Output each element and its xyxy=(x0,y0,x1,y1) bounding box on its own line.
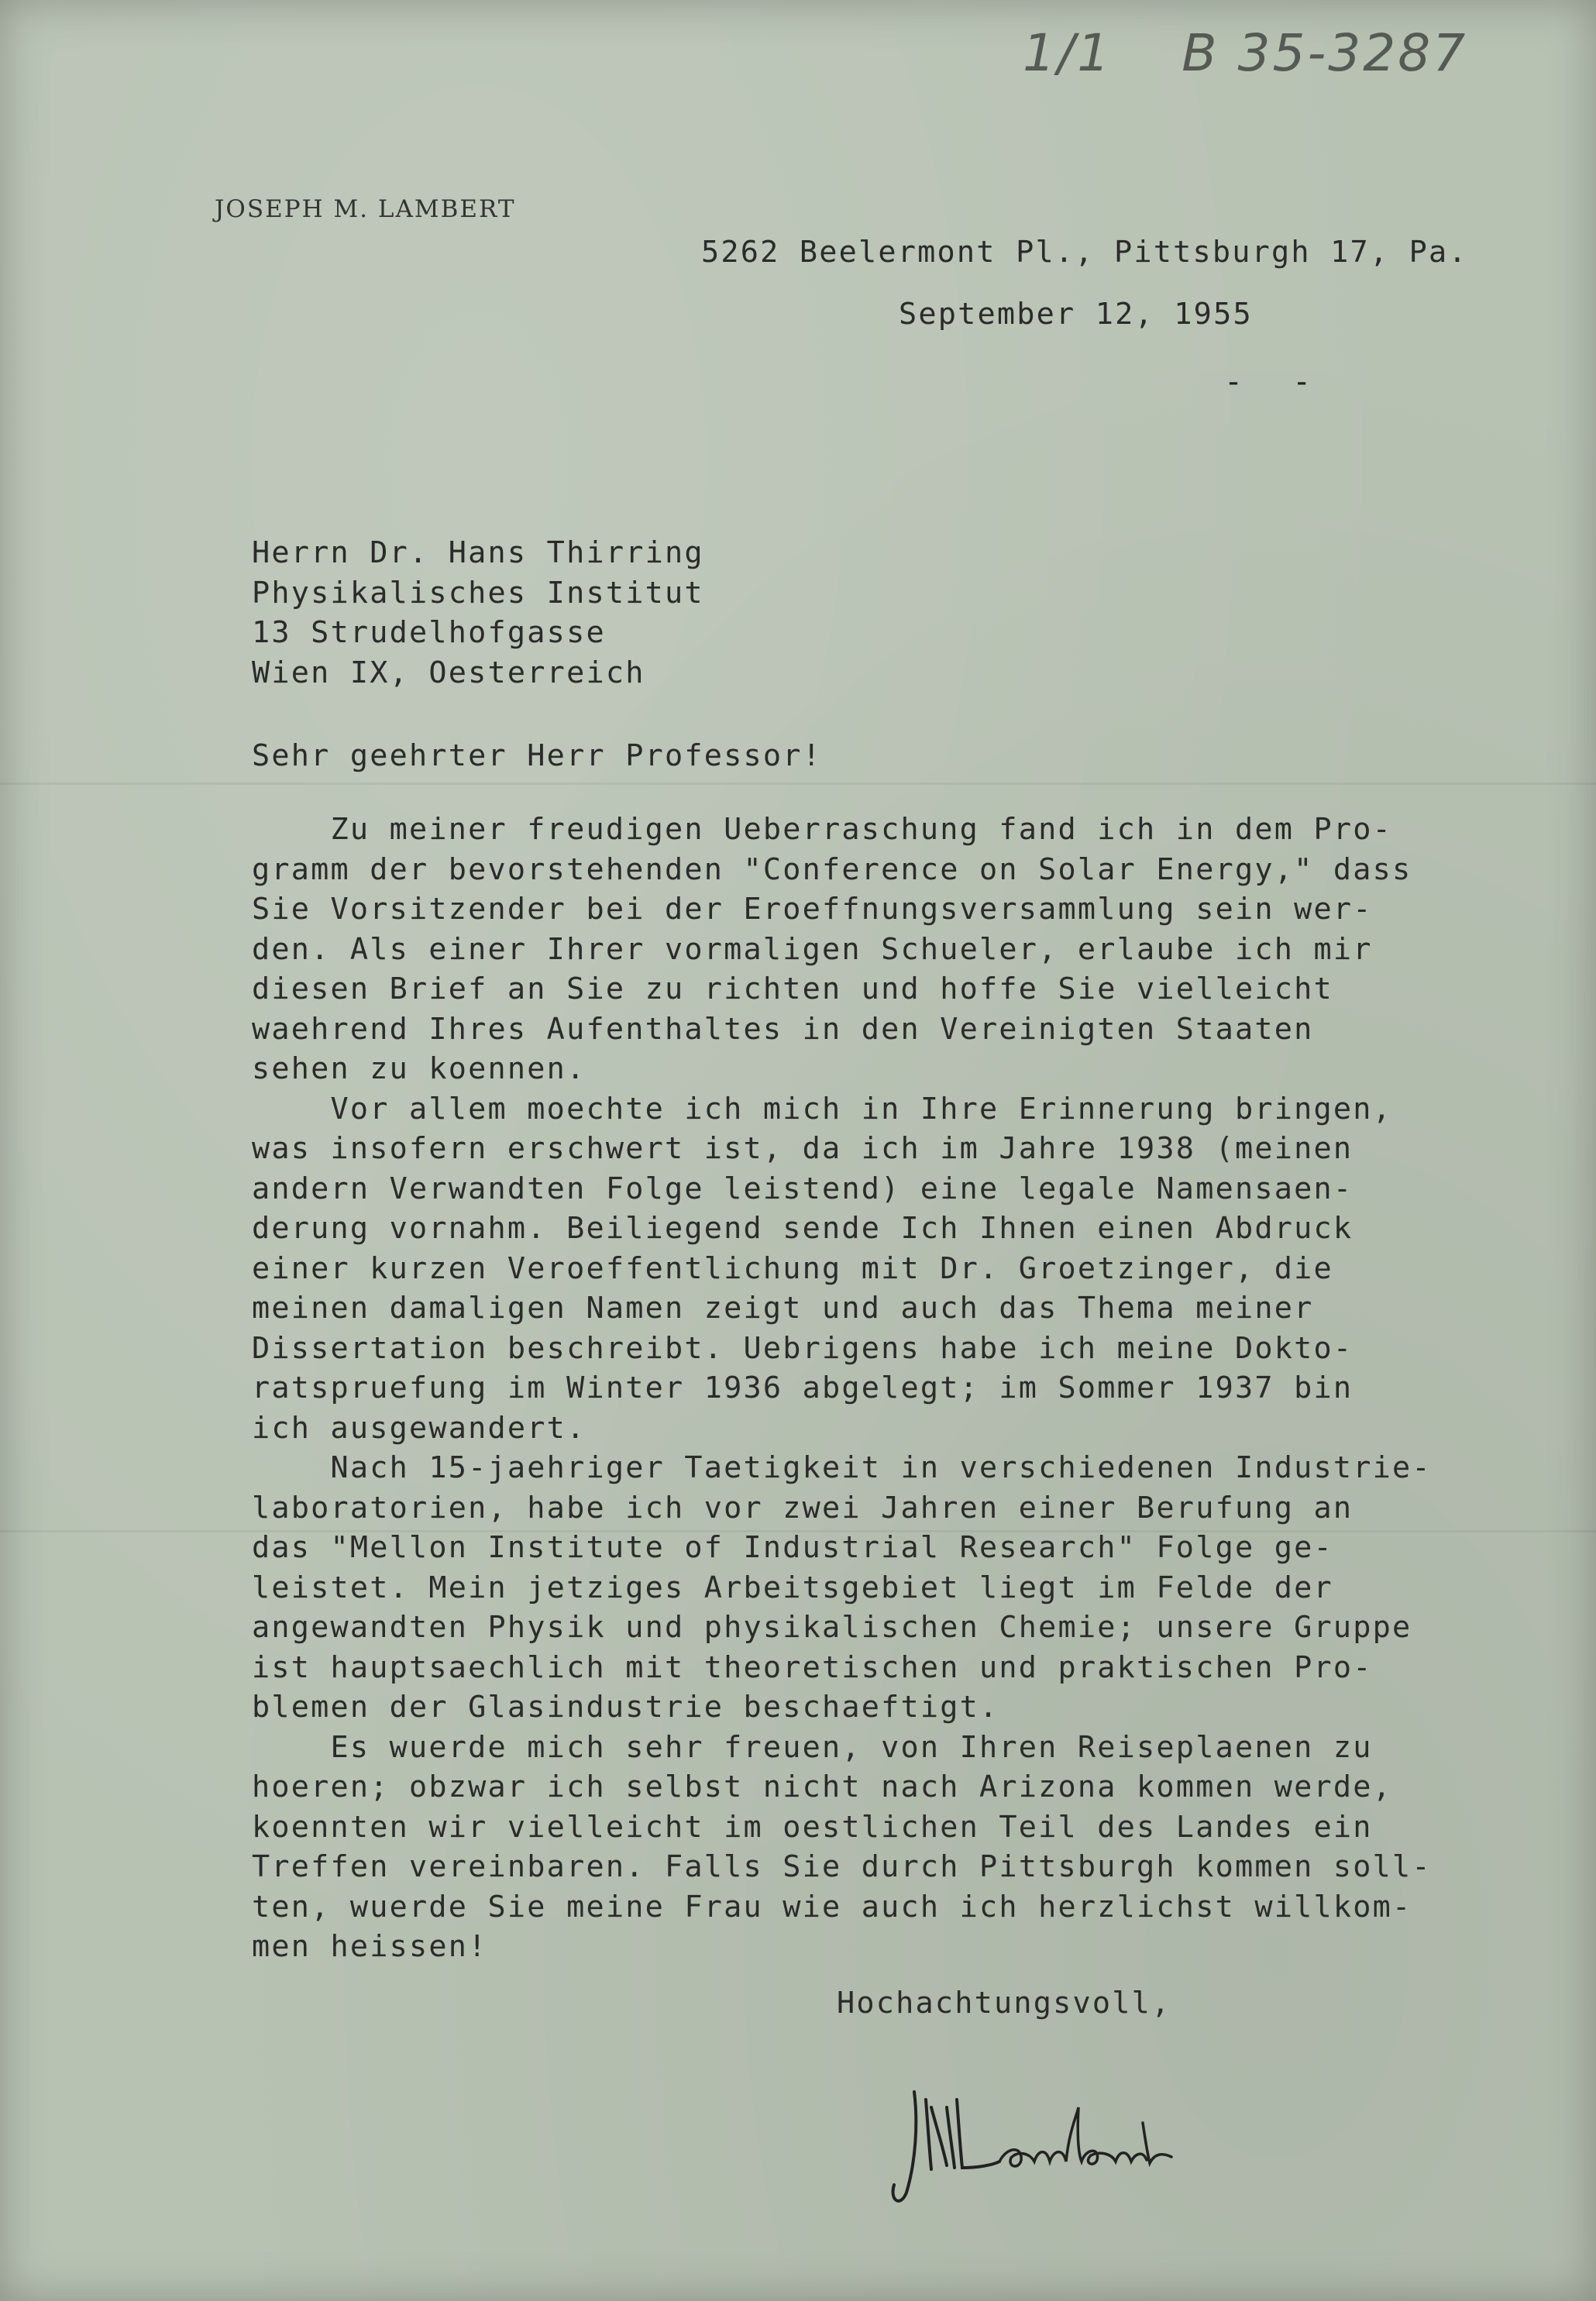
recipient-line: Physikalisches Institut xyxy=(252,575,704,611)
body-line: Es wuerde mich sehr freuen, von Ihren Reiseplaenen zu xyxy=(252,1729,1373,1765)
body-line: Zu meiner freudigen Ueberraschung fand ich in dem Pro- xyxy=(252,812,1392,847)
recipient-block xyxy=(252,533,704,693)
body-line: leistet. Mein jetziges Arbeitsgebiet liegt im Felde der xyxy=(252,1570,1333,1605)
archive-folio: 1/1 xyxy=(1023,23,1113,83)
body-line: gramm der bevorstehenden "Conference on Solar Energy," dass xyxy=(252,851,1412,887)
recipient-line: Herrn Dr. Hans Thirring xyxy=(252,535,704,570)
body-line: diesen Brief an Sie zu richten und hoffe Sie vielleicht xyxy=(252,972,1333,1006)
body-line: Treffen vereinbaren. Falls Sie durch Pittsburgh kommen soll- xyxy=(252,1849,1432,1884)
closing: Hochachtungsvoll, xyxy=(837,1986,1171,2021)
body-line: angewandten Physik und physikalischen Chemie; unsere Gruppe xyxy=(252,1610,1412,1645)
body-line: einer kurzen Veroeffentlichung mit Dr. Groetzinger, die xyxy=(252,1250,1333,1286)
body-line: ist hauptsaechlich mit theoretischen und praktischen Pro- xyxy=(252,1649,1373,1685)
body-line: den. Als einer Ihrer vormaligen Schueler, erlaube ich mir xyxy=(252,931,1373,967)
letter-body xyxy=(252,810,1432,1967)
body-line: ich ausgewandert. xyxy=(252,1410,586,1446)
sender-address: 5262 Beelermont Pl., Pittsburgh 17, Pa. xyxy=(701,235,1468,270)
archive-reference: B 35-3287 xyxy=(1182,23,1468,83)
body-line: laboratorien, habe ich vor zwei Jahren einer Berufung an xyxy=(252,1490,1354,1525)
handwritten-signature xyxy=(883,2076,1209,2216)
body-line: hoeren; obzwar ich selbst nicht nach Arizona kommen werde, xyxy=(252,1770,1392,1804)
body-line: koennten wir vielleicht im oestlichen Teil des Landes ein xyxy=(252,1809,1373,1845)
body-line: ratspruefung im Winter 1936 abgelegt; im Sommer 1937 bin xyxy=(252,1371,1354,1405)
paper-fold xyxy=(0,782,1596,785)
body-line: derung vornahm. Beiliegend sende Ich Ihnen einen Abdruck xyxy=(252,1211,1354,1246)
body-line: andern Verwandten Folge leistend) eine legale Namensaen- xyxy=(252,1171,1354,1206)
body-line: das "Mellon Institute of Industrial Research" Folge ge- xyxy=(252,1530,1333,1565)
dash-marks: - - xyxy=(1224,364,1327,400)
body-line: Vor allem moechte ich mich in Ihre Erinnerung bringen, xyxy=(252,1091,1392,1126)
body-line: waehrend Ihres Aufenthaltes in den Vereinigten Staaten xyxy=(252,1011,1314,1047)
body-line: Nach 15-jaehriger Taetigkeit in verschiedenen Industrie- xyxy=(252,1450,1432,1485)
body-line: Dissertation beschreibt. Uebrigens habe ich meine Dokto- xyxy=(252,1330,1354,1366)
body-line: meinen damaligen Namen zeigt und auch das Thema meiner xyxy=(252,1291,1314,1326)
recipient-line: Wien IX, Oesterreich xyxy=(252,655,645,690)
letterhead: JOSEPH M. LAMBERT xyxy=(215,195,516,223)
body-line: men heissen! xyxy=(252,1929,488,1964)
recipient-line: 13 Strudelhofgasse xyxy=(252,615,606,650)
body-line: sehen zu koennen. xyxy=(252,1051,586,1086)
body-line: was insofern erschwert ist, da ich im Jahre 1938 (meinen xyxy=(252,1131,1354,1166)
letter-date: September 12, 1955 xyxy=(899,297,1253,332)
body-line: ten, wuerde Sie meine Frau wie auch ich herzlichst willkom- xyxy=(252,1889,1412,1924)
archive-marks xyxy=(1023,23,1467,83)
body-line: blemen der Glasindustrie beschaeftigt. xyxy=(252,1690,999,1725)
salutation: Sehr geehrter Herr Professor! xyxy=(252,738,822,773)
body-line: Sie Vorsitzender bei der Eroeffnungsversammlung sein wer- xyxy=(252,892,1373,927)
